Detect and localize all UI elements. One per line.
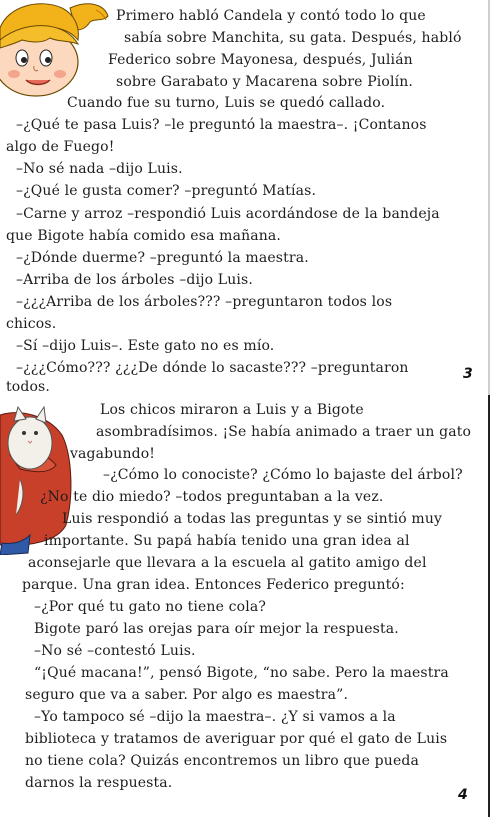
page-number: 3 xyxy=(463,366,473,382)
text-line: –Carne y arroz –respondió Luis acordándose de la bandeja xyxy=(16,206,440,222)
text-line: algo de Fuego! xyxy=(6,139,115,155)
text-line: Bigote paró las orejas para oír mejor la respuesta. xyxy=(34,621,399,637)
text-line: –No sé –contestó Luis. xyxy=(34,643,196,659)
text-line: –No sé nada –dijo Luis. xyxy=(16,161,183,177)
text-line: importante. Su papá había tenido una gran idea al xyxy=(44,533,410,549)
text-line: –¿¿¿Cómo??? ¿¿¿De dónde lo sacaste??? –preguntaron xyxy=(16,360,409,376)
text-line: sabía sobre Manchita, su gata. Después, habló xyxy=(124,30,462,46)
text-line: –¿Dónde duerme? –preguntó la maestra. xyxy=(16,250,309,266)
text-line: seguro que va a saber. Por algo es maestra”. xyxy=(25,687,349,703)
text-line: que Bigote había comido esa mañana. xyxy=(6,228,282,244)
text-line: –Yo tampoco sé –dijo la maestra–. ¿Y si vamos a la xyxy=(34,709,396,725)
text-line: asombradísimos. ¡Se había animado a traer un gato xyxy=(96,424,472,440)
text-line: Primero habló Candela y contó todo lo que xyxy=(116,8,426,24)
text-line: chicos. xyxy=(6,316,57,332)
page-3 xyxy=(0,0,490,395)
text-line: –Arriba de los árboles –dijo Luis. xyxy=(16,272,253,288)
text-line: aconsejarle que llevara a la escuela al gatito amigo del xyxy=(28,555,427,571)
text-line: vagabundo! xyxy=(70,446,156,462)
text-line: todos. xyxy=(6,379,50,395)
text-line: biblioteca y tratamos de averiguar por qué el gato de Luis xyxy=(25,731,448,747)
text-line: Los chicos miraron a Luis y a Bigote xyxy=(100,402,364,418)
text-line: –¿Cómo lo conociste? ¿Cómo lo bajaste del árbol? xyxy=(103,467,463,483)
page-4 xyxy=(0,395,490,817)
text-line: Cuando fue su turno, Luis se quedó callado. xyxy=(67,95,386,111)
text-line: darnos la respuesta. xyxy=(25,775,173,791)
text-line: –¿Qué le gusta comer? –preguntó Matías. xyxy=(16,183,317,199)
text-line: Luis respondió a todas las preguntas y se sintió muy xyxy=(62,511,443,527)
text-line: Federico sobre Mayonesa, después, Julián xyxy=(108,52,413,68)
text-line: no tiene cola? Quizás encontremos un libro que pueda xyxy=(25,753,420,769)
text-line: parque. Una gran idea. Entonces Federico preguntó: xyxy=(22,577,405,593)
text-line: –¿¿¿Arriba de los árboles??? –preguntaron todos los xyxy=(16,294,393,310)
text-line: –¿Por qué tu gato no tiene cola? xyxy=(34,599,266,615)
text-line: “¡Qué macana!”, pensó Bigote, “no sabe. Pero la maestra xyxy=(34,665,449,681)
text-line: ¿No te dio miedo? –todos preguntaban a la vez. xyxy=(40,489,384,505)
page-number: 4 xyxy=(458,787,468,803)
boy-with-cat-illustration xyxy=(0,395,82,555)
text-line: –Sí –dijo Luis–. Este gato no es mío. xyxy=(16,338,275,354)
text-line: –¿Qué te pasa Luis? –le preguntó la maestra–. ¡Contanos xyxy=(16,117,427,133)
text-line: sobre Garabato y Macarena sobre Piolín. xyxy=(116,74,414,90)
girl-illustration xyxy=(0,0,118,98)
